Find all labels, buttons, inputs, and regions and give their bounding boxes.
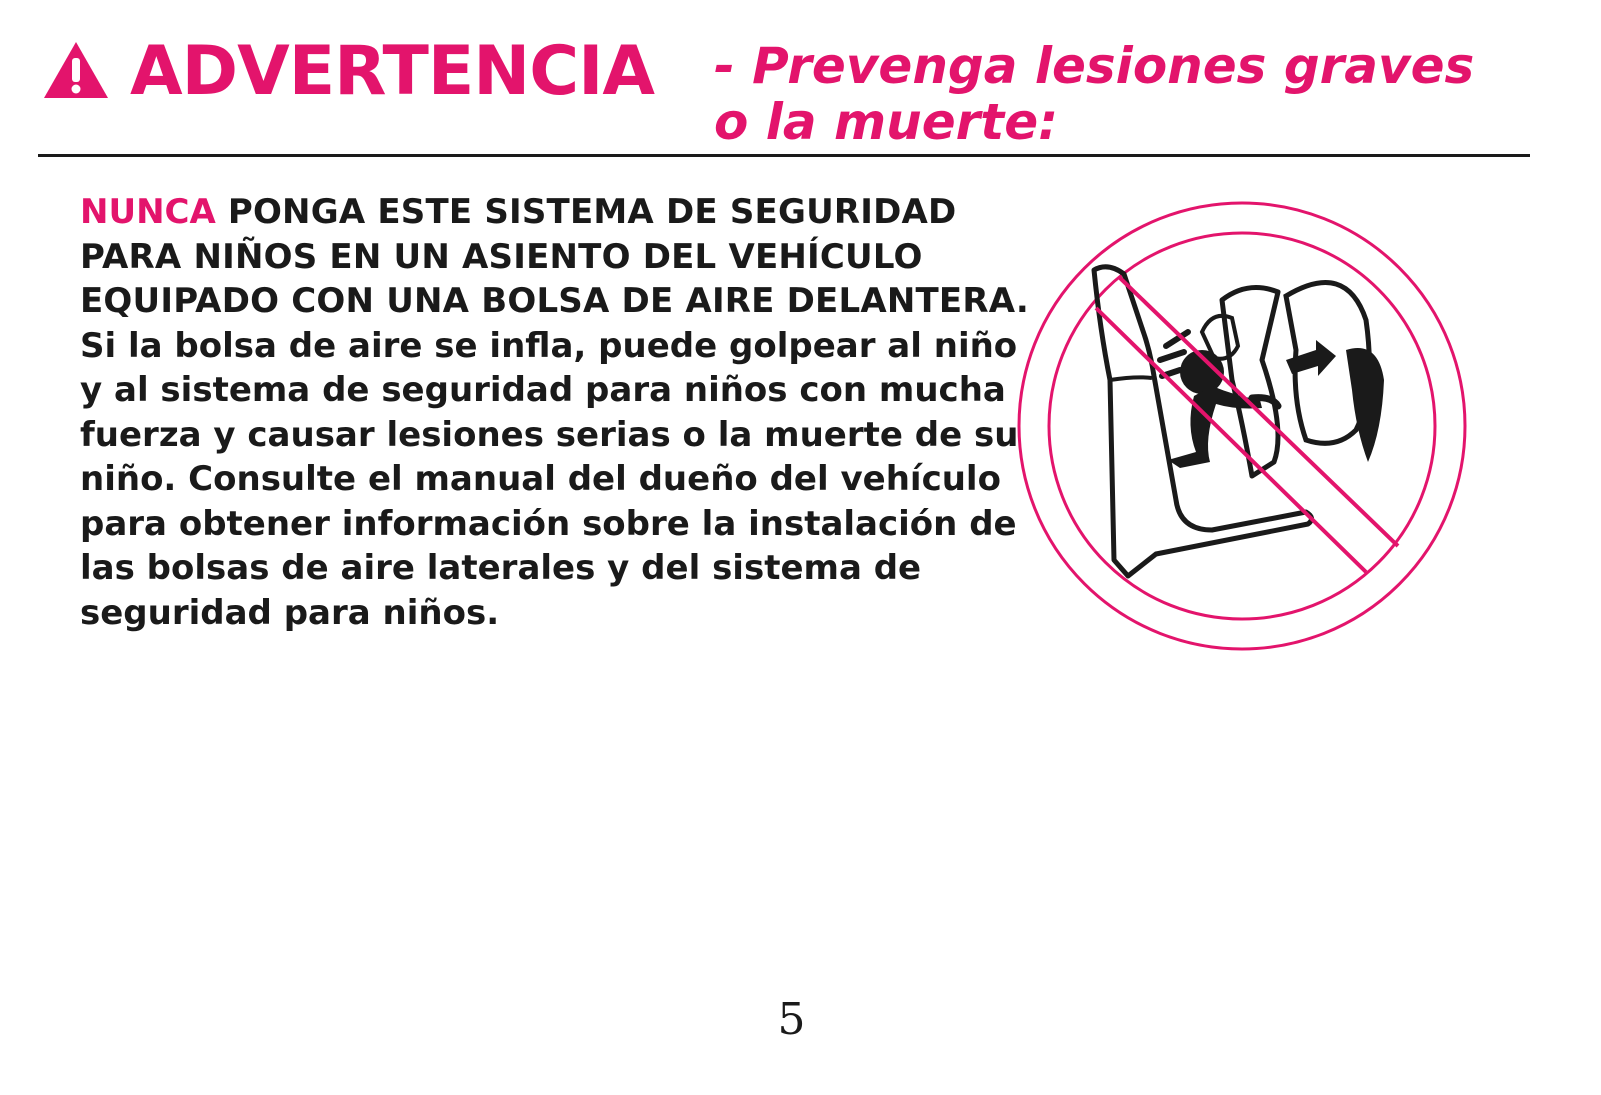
warning-subtitle: - Prevenga lesiones graves o la muerte: xyxy=(714,37,1475,151)
warning-lead-emphasis: NUNCA xyxy=(80,192,216,232)
header-divider xyxy=(38,154,1530,157)
no-front-airbag-prohibition-icon xyxy=(1016,200,1468,652)
warning-triangle-icon xyxy=(42,40,110,100)
page-number: 5 xyxy=(777,994,806,1045)
warning-body-text: Si la bolsa de aire se infla, puede golpear al niño y al sistema de seguridad para niños con mucha fuerza y causar lesiones serias o la muerte de su niño. Consulte el manual del dueño del vehículo para obtener información sobre la instalación de las bolsas de aire laterales y del sistema de seguridad para niños. xyxy=(80,325,1019,633)
warning-header xyxy=(42,30,1572,158)
warning-lead-caps: PONGA ESTE SISTEMA DE SEGURIDAD PARA NIÑOS EN UN ASIENTO DEL VEHÍCULO EQUIPADO CON UNA BOLSA DE AIRE DELANTERA. xyxy=(80,192,1029,321)
warning-title: ADVERTENCIA xyxy=(130,32,655,111)
warning-body xyxy=(80,190,1040,635)
